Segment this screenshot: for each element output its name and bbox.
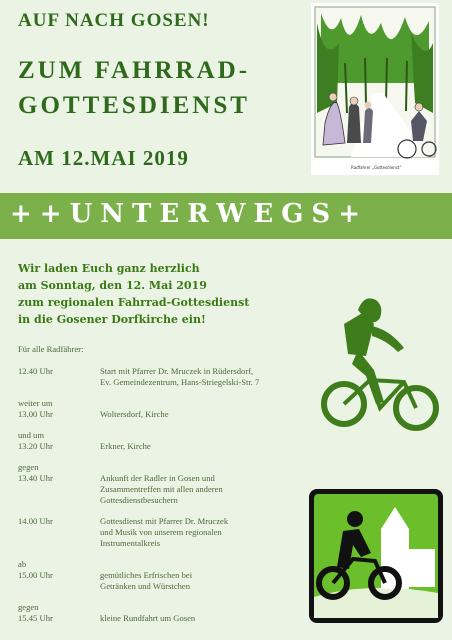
schedule-entry [18, 462, 259, 506]
headline-date: AM 12.MAI 2019 [18, 146, 189, 170]
schedule-description [100, 409, 169, 420]
cyclist-silhouette-icon [318, 284, 442, 436]
schedule-description-line: Ankunft der Radler in Gosen und [100, 473, 215, 483]
schedule-time: 15.00 Uhr [18, 570, 53, 580]
unterwegs-banner [0, 193, 452, 239]
schedule-entry [18, 516, 259, 549]
schedule-description [100, 366, 259, 388]
intro-line: am Sonntag, den 12. Mai 2019 [18, 279, 207, 292]
schedule-time: 15.45 Uhr [18, 613, 53, 623]
schedule-prefix: ab [18, 559, 27, 569]
schedule-description [100, 441, 151, 452]
schedule-description-line: Getränken und Würstchen [100, 581, 191, 591]
intro-line: zum regionalen Fahrrad-Gottesdienst [18, 296, 250, 309]
schedule [18, 344, 259, 634]
vintage-cyclists-illustration [311, 3, 439, 175]
illustration-caption: Radfahrer „Gottesdienst“ [351, 165, 402, 170]
schedule-description-line: Erkner, Kirche [100, 441, 151, 451]
intro-line: Wir laden Euch ganz herzlich [18, 262, 200, 275]
schedule-prefix: gegen [18, 462, 39, 472]
schedule-time: 13.00 Uhr [18, 409, 53, 419]
schedule-description-line: Gottesdienst mit Pfarrer Dr. Mruczek [100, 516, 229, 526]
schedule-description-line: und Musik von unserem regionalen [100, 527, 222, 537]
schedule-entry [18, 366, 259, 388]
banner-text: ++UNTERWEGS+ [10, 199, 368, 229]
bicycle-church-sign-icon [309, 489, 443, 623]
headline-line-1: AUF NACH GOSEN! [18, 10, 210, 31]
schedule-entry [18, 398, 259, 420]
schedule-description-line: Gottesdienstbesuchern [100, 495, 178, 505]
schedule-description-line: Instrumentalkreis [100, 538, 161, 548]
schedule-prefix: gegen [18, 602, 39, 612]
schedule-entry [18, 602, 259, 624]
schedule-description [100, 516, 228, 549]
schedule-description-line: Start mit Pfarrer Dr. Mruczek in Rüdersdorf, [100, 366, 254, 376]
headline-line-2: ZUM FAHRRAD- [18, 57, 251, 84]
schedule-description-line: gemütliches Erfrischen bei [100, 570, 193, 580]
invitation-text [18, 260, 249, 328]
schedule-description-line: kleine Rundfahrt um Gosen [100, 613, 196, 623]
schedule-time: 12.40 Uhr [18, 366, 53, 376]
schedule-entry [18, 430, 259, 452]
schedule-description-line: Zusammentreffen mit allen anderen [100, 484, 223, 494]
schedule-time: 13.40 Uhr [18, 473, 53, 483]
schedule-time: 14.00 Uhr [18, 516, 53, 526]
schedule-prefix: und um [18, 430, 45, 440]
schedule-entry [18, 559, 259, 592]
schedule-description [100, 613, 195, 624]
intro-line: in die Gosener Dorfkirche ein! [18, 313, 206, 326]
schedule-time: 13.20 Uhr [18, 441, 53, 451]
schedule-description-line: Ev. Gemeindezentrum, Hans-Striegelski-Str. 7 [100, 377, 260, 387]
schedule-description [100, 570, 192, 592]
schedule-description-line: Woltersdorf, Kirche [100, 409, 169, 419]
schedule-description [100, 473, 223, 506]
schedule-intro: Für alle Radfährer: [18, 344, 84, 354]
headline-line-3: GOTTESDIENST [18, 92, 250, 119]
schedule-prefix: weiter um [18, 398, 53, 408]
